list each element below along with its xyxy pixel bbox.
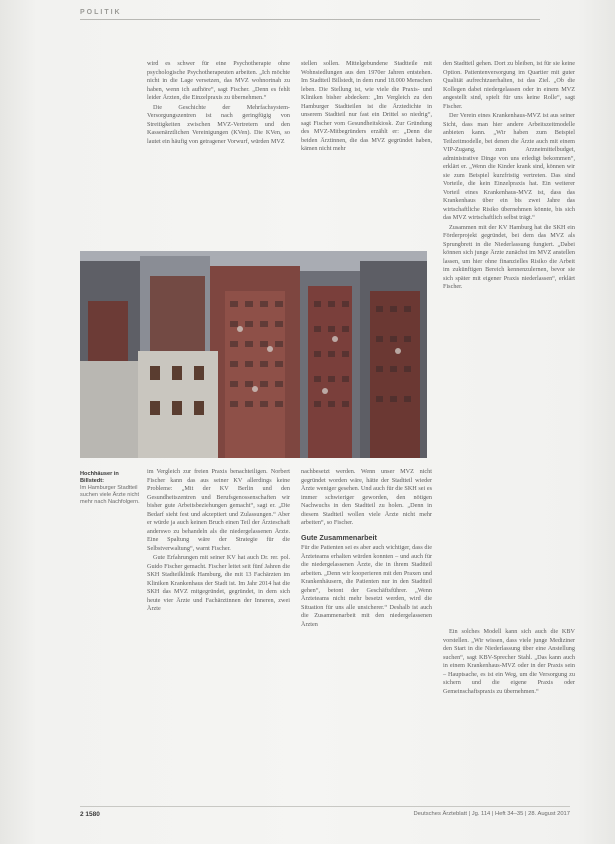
paragraph: Der Verein eines Krankenhaus-MVZ ist aus seiner Sicht, dass man hier andere Arbeitszeitmodelle anbieten kann. „Wir haben zum Beispiel Teilzeitmodelle, bei denen die Ärzte auch mit einem VIP-Zugang, zum Arzneimittelbudget, administrative Dinge von uns erledigt bekommen“, erklärt er. „Wenn die Kinder krank sind, können wir sie zum Beispiel kurzfristig vertreten. Das sind Vorteile, die kein Einzelpraxis hat. Ein weiterer Vorteil eines Krankenhaus-MVZ ist, dass das Krankenhaus über ein bis zwei Jahre das wirtschaftliche Risiko übernehmen könnte, bis sich das MVZ wirtschaftlich selbst trägt.“: [443, 112, 575, 221]
photo-apartment-blocks: [80, 251, 427, 458]
page-header: [80, 9, 540, 20]
paragraph: den Stadtteil gehen. Dort zu bleiben, ist für sie keine Option. Patientenversorgung im Quartier mit guter Qualität aufrechtzuerhalten, ist das Ziel. „Ob die Kollegen dabei niedergelassen oder in einem MVZ angestellt sind, spielt für uns keine Rolle“, sagt Fischer.: [443, 60, 575, 110]
column-top-2: [301, 60, 432, 155]
page-footer: [80, 806, 570, 821]
photo-caption: [80, 471, 140, 506]
column-bottom-3: [443, 628, 575, 697]
column-top-1: [147, 60, 290, 147]
paragraph: Zusammen mit der KV Hamburg hat die SKH ein Förderprojekt gegründet, bei dem das MVZ als Sprungbrett in die Niederlassung fungiert. „Dabei können sich junge Ärzte zunächst im MVZ anstellen lassen, um hier ohne finanzielles Risiko die Arbeit im zukünftigen Bereich kennenzulernen, bevor sie sich später mit eigener Praxis niederlassen“, erklärt Fischer.: [443, 223, 575, 290]
caption-text: Im Hamburger Stadtteil suchen viele Ärzte nicht mehr nach Nachfolgern.: [80, 485, 140, 505]
page-number: 2 1580: [80, 811, 100, 818]
photo-illustration: [80, 251, 427, 458]
journal-source: Deutsches Ärzteblatt | Jg. 114 | Heft 34–35 | 28. August 2017: [413, 811, 570, 817]
section-tag: POLITIK: [80, 9, 122, 16]
subheading: Gute Zusammenarbeit: [301, 532, 377, 542]
paragraph: im Vergleich zur freien Praxis benachteiligen. Norbert Fischer kann das aus seiner KV allerdings keine Probleme: „Mit der KV Berlin und den Gesundheitszentren und Berufsgenossenschaften wir bisher gute Arbeitsbeziehungen gemacht“, sagt er. „Die Bedarf sieht fest und akzeptiert und Zulassungen.“ Aber er würde ja auch keinen Bruch einen Teil der Ärzteschaft anderswo zu behandeln als die niedergelassenen Ärzte. Eine Spaltung wäre der Strategie für die Selbstverwaltung“, warnt Fischer.: [147, 468, 290, 552]
paragraph: nachbesetzt werden. Wenn unser MVZ nicht gegründet worden wäre, hätte der Stadtteil wieder Ärzte weniger gesehen. Und auch für die SKH sei es immer schwieriger geworden, den nötigen Nachwuchs in den Stadtteil zu holen. „Denn in diesem Stadtteil wollen viele Ärzte nicht mehr arbeiten“, so Fischer.: [301, 468, 432, 526]
paragraph: wird es schwer für eine Psychotherapie ohne psychologische Psychotherapeuten arbeiten. „Ich möchte nicht in die Lage versetzen, das MVZ wohnortnah zu haben, wenn ich aufhöre“, sagt Fischer. „Denn es fehlt leider Ärzten, die Einzelpraxis zu übernehmen.“: [147, 60, 290, 101]
paragraph: Für die Patienten sei es aber auch wichtiger, dass die Ärzteteams erhalten würden konnten – und auch für die niedergelassenen Ärzte, die in ihrem Stadtteil arbeiten. „Denn wir kooperieren mit den Praxen und Krankenhäusern, die Patienten nur in den Stadtteil gehen“, betont der Geschäftsführer. „Wenn Ärzteteams nicht mehr besetzt werden, wird die Situation für uns alle unsicherer.“ Deshalb ist auch die Zusammenarbeit mit den niedergelassenen Ärzten: [301, 544, 432, 628]
column-bottom-2: [301, 468, 432, 630]
caption-title: Hochhäuser in Billstedt:: [80, 471, 119, 484]
column-top-3: [443, 60, 575, 293]
paragraph: Gute Erfahrungen mit seiner KV hat auch Dr. rer. pol. Guido Fischer gemacht. Fischer leitet seit fünf Jahren die SKH Stadteilklinik Hamburg, die mit 13 Fachärzten im Kliniken Krankenhaus der Stadt ist. Im Jahr 2014 hat die SKH das MVZ mitgegründet, gegründet, in dem sich heute vier Ärzte und Fachärztinnen der Inneren, zwei Ärzte: [147, 554, 290, 612]
paragraph: Ein solches Modell kann sich auch die KBV vorstellen. „Wir wissen, dass viele junge Mediziner den Start in die Niederlassung über eine Anstellung suchen“, sagt KBV-Sprecher Stahl. „Das kann auch in einem Krankenhaus-MVZ oder in der Praxis sein – Hauptsache, es ist ein Weg, um die Versorgung zu sichern und die eigene Praxis oder Gemeinschaftspraxis zu übernehmen.“: [443, 628, 575, 695]
paragraph: Die Geschichte der Mehrfachsystem-Versorgungszentren ist nach geringfügig von Streitigkeiten zwischen MVZ-Vertretern und den Kassenärztlichen Vereinigungen (KVen). Die KVen, so lautet ein häufig von getragener Vorwurf, würden MVZ: [147, 103, 290, 145]
paragraph: stellen sollen. Mittelgebundene Stadtteile mit Wohnsiedlungen aus den 1970er Jahren entstehen. Im Stadtteil Billstedt, in dem rund 18.000 Menschen leben. Die Stellung ist, wie viele die Praxis- und Kliniken bisher abdecken: „Im Vergleich zu den Hamburger Stadtteilen ist die Ärztedichte in unserem Stadtteil nur fast ein Drittel so niedrig“, sagt Fischer vom Gesundheitskiosk. Zur Gründung des MVZ-Mitbegründers erzählt er: „Denn die beiden Ärztinnen, die das MVZ gegründet haben, kämen nicht mehr: [301, 60, 432, 152]
column-bottom-1: [147, 468, 290, 615]
